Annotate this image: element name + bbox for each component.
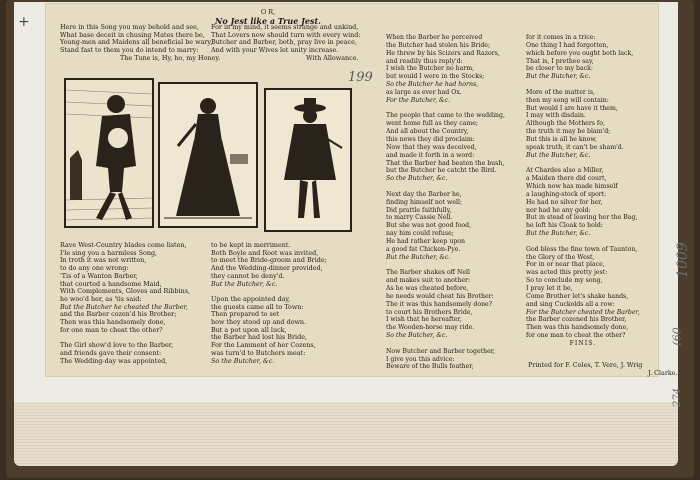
verse-line: I wish that he hereafter, — [386, 316, 462, 324]
verse-line: The it was this handsomely done? — [386, 300, 493, 308]
verse-line: was acted this pretty jest: — [526, 269, 608, 277]
verse-line: Then was this handsomely done, — [526, 324, 629, 332]
pencil-number-2: (60 — [670, 327, 684, 346]
verse-line: a laughing-stock of sport: — [526, 190, 607, 198]
verse-line: and the Barber cozen'd his Brother; — [60, 310, 177, 319]
verse-line: I'le sing you a harmless Song, — [60, 248, 158, 257]
verse-line: So the Butcher, &c. — [386, 175, 448, 183]
verse-line: FINIS. — [569, 339, 597, 347]
verse-line: In troth it was not written, — [60, 256, 147, 265]
verse-line: Although the Mothers fo, — [526, 120, 605, 128]
verse-line: As he was cheated before, — [386, 285, 469, 292]
verse-line: The Wedding-day was appointed, — [60, 356, 168, 365]
verse-line: Young-men and Maidens all beneficial be wary, — [60, 38, 213, 47]
verse-line: J. Clarke. — [648, 368, 678, 377]
verse-line — [386, 183, 505, 191]
verse-line: and readily thus reply'd: — [386, 57, 463, 65]
woodcut-musician-image — [66, 80, 152, 226]
verse-column-3 — [386, 34, 505, 371]
verse-line: Upon the appointed day, — [211, 294, 291, 303]
verse-line: then my song will contain: — [526, 96, 609, 104]
verse-line: nay him could refuse; — [386, 230, 454, 238]
verse-line — [526, 238, 640, 246]
verse-line: for it comes in a trice: — [526, 34, 596, 41]
verse-line — [526, 81, 640, 89]
verse-line: Here in this Song you may behold and see, — [60, 23, 199, 31]
pencil-number-3: 274 — [672, 387, 684, 408]
verse-column-4 — [526, 34, 640, 348]
verse-line: that courted a handsome Maid, — [60, 279, 162, 288]
verse-line: Beware of the Bulls feather, — [386, 363, 474, 371]
verse-line: the Glory of the West, — [526, 253, 595, 261]
woodcut-lady — [158, 82, 258, 228]
intro-left — [60, 24, 220, 63]
verse-line: went home full as they came; — [386, 120, 478, 128]
verse-line: But the Butcher, &c. — [526, 151, 591, 159]
woodcut-lady-image — [160, 84, 256, 226]
verse-line: When the Barber he perceived — [386, 34, 483, 41]
verse-line: I give you this advice: — [386, 355, 455, 363]
verse-line: Butcher and Barber, both, pray live in peace, — [211, 38, 357, 47]
verse-line: the guests came all to Town: — [211, 302, 304, 311]
verse-line: I pray let it be, — [526, 285, 573, 292]
verse-line: One thing I had forgotten, — [526, 41, 609, 49]
verse-line: God bless the fine town of Taunton, — [526, 245, 638, 253]
verse-line: But a pot upon all luck, — [211, 325, 287, 334]
page-edges — [14, 398, 678, 466]
verse-line: this news they did proclaim: — [386, 135, 475, 143]
verse-line: But the Butcher, &c. — [386, 253, 451, 261]
verse-line: The people that came to the wedding, — [386, 112, 505, 120]
verse-line: he left his Cloak to hold: — [526, 222, 603, 230]
verse-line: But she was not good food, — [386, 222, 472, 230]
verse-line: But in stead of leaving her the Bag, — [526, 214, 638, 222]
verse-line: Rave West-Country blades come listen, — [60, 241, 187, 249]
verse-line: as large as ever had Ox. — [386, 88, 462, 96]
corner-mark: + — [18, 14, 30, 30]
verse-line: for one man to cheat the other? — [526, 332, 626, 340]
verse-line: With Complements, Gloves and Ribbins, — [60, 287, 191, 296]
verse-line: Both Boyle and Root was invited, — [211, 248, 319, 257]
verse-line: the truth it may be blam'd; — [526, 128, 611, 136]
verse-line: Stand fast to them you do intend to marry: — [60, 46, 199, 55]
verse-line: But the Butcher, &c. — [526, 73, 591, 81]
verse-line: be closer to my back: — [526, 65, 593, 73]
subtitle-text: No Jest like a True Jest. — [215, 15, 321, 26]
verse-line: He threw by his Scizers and Razors, — [386, 49, 500, 57]
verse-line: But the Butcher he cheated the Barber, — [60, 302, 188, 311]
verse-line: the Wooden-horse may ride. — [386, 324, 475, 332]
verse-line: Did prattle faithfully, — [386, 206, 452, 214]
verse-line: Now Butcher and Barber together, — [386, 347, 496, 355]
verse-line: Now that they was deceived, — [386, 143, 477, 151]
verse-line: He had no silver for her, — [526, 198, 603, 206]
verse-line: which before you ought both lack, — [526, 49, 634, 57]
verse-line: So to conclude my song, — [526, 277, 603, 285]
verse-column-1 — [60, 242, 190, 365]
verse-line: And the Wedding-dinner provided, — [211, 264, 323, 273]
verse-line: finding himself not well; — [386, 198, 463, 206]
verse-line: a good fat Chicken-Pye. — [386, 245, 461, 253]
verse-line: but would I were in the Stocks; — [386, 73, 485, 81]
handwritten-number: 199 — [348, 70, 373, 85]
verse-line — [386, 105, 505, 113]
verse-line: and made it forth in a word: — [386, 151, 475, 159]
verse-line: the Barber had lost his Bride, — [211, 333, 308, 342]
subtitle-or: O R, — [260, 8, 276, 16]
woodcut-gentleman-image — [266, 90, 350, 230]
verse-line: he needs would cheat his Brother: — [386, 292, 494, 300]
verse-line: But would I are have it them, — [526, 104, 618, 112]
verse-line: to court his Brothers Bride, — [386, 308, 473, 316]
verse-line: Next day the Barber he, — [386, 190, 462, 198]
verse-line: But this is all he know, — [526, 135, 597, 143]
intro-right — [211, 24, 361, 63]
verse-line: and makes suit to another: — [386, 277, 471, 285]
verse-line: and friends gave their consent: — [60, 348, 162, 357]
verse-line: The Tune is, Hy, ho, my Honey. — [120, 53, 221, 62]
verse-line: So the Butcher he had horns, — [386, 81, 479, 89]
verse-column-2 — [211, 242, 327, 365]
verse-line: was turn'd to Butchers meat: — [211, 348, 306, 357]
verse-line: At Chardes also a Miller, — [526, 167, 604, 175]
verse-line — [386, 261, 505, 269]
verse-line — [386, 340, 505, 348]
verse-line: how they stood up and down. — [211, 318, 307, 327]
verse-line: That is, I prethee say, — [526, 57, 594, 65]
verse-line: 'Tis of a Wanton Barber, — [60, 271, 138, 280]
imprint — [528, 362, 678, 377]
verse-line: nor had he any gold: — [526, 206, 591, 214]
verse-line: He had rather keep upon — [386, 237, 465, 245]
verse-line: but the Butcher he catcht the Bird. — [386, 167, 497, 175]
verse-line: Printed for F. Coles, T. Vere, J. Wrig — [528, 361, 643, 369]
verse-line: they cannot be deny'd. — [211, 271, 285, 280]
verse-line: The Barber shakes off Nell — [386, 269, 471, 277]
verse-line: That Lovers now should turn with every wind: — [211, 30, 361, 39]
verse-line: to be kept in merriment. — [211, 241, 291, 249]
verse-line: The Girl show'd love to the Barber, — [60, 341, 174, 350]
verse-line: the Butcher had stolen his Bride; — [386, 41, 491, 49]
verse-line: With Allowance. — [306, 53, 359, 62]
woodcut-musician — [64, 78, 154, 228]
verse-line: What base deceit in chusing Mates there be, — [60, 30, 205, 39]
verse-line: I may with disdain. — [526, 112, 586, 120]
verse-line: For the Lamment of her Cozens, — [211, 341, 316, 350]
verse-line: For the Butcher, &c. — [386, 96, 450, 104]
verse-line: But the Butcher, &c. — [211, 279, 278, 288]
verse-line: Then prepared to set — [211, 310, 280, 319]
verse-line: That the Barber had beaten the bush, — [386, 159, 505, 167]
verse-line: Come Brother let's shake hands, — [526, 292, 629, 300]
verse-line: For in or near that place, — [526, 261, 605, 269]
verse-line: a Maiden there did court, — [526, 175, 607, 183]
verse-line: So the Butcher, &c. — [211, 356, 275, 365]
verse-line: More of the matter is, — [526, 88, 595, 96]
verse-line: he woo'd her, as 'tis said: — [60, 294, 142, 303]
verse-line: the Barber cozened his Brother, — [526, 316, 627, 324]
verse-line: speak truth, it can't be sham'd. — [526, 143, 624, 151]
verse-line: So the Butcher, &c. — [386, 332, 448, 340]
verse-line: For in my mind, it seems strange and unkind, — [211, 23, 359, 31]
verse-line — [526, 160, 640, 168]
verse-line: and sing Cuckolds all a row: — [526, 300, 615, 308]
verse-line: But the Butcher, &c. — [526, 230, 591, 238]
verse-line: to marry Cassie Nell. — [386, 214, 453, 222]
verse-line: And with your Wives let unity increase. — [211, 46, 339, 55]
verse-line: to meet the Bride-groom and Bride; — [211, 256, 327, 265]
verse-line: Then was this handsomely done, — [60, 318, 166, 327]
verse-line: And all about the Country, — [386, 128, 469, 136]
verse-line: I wish the Butcher no harm, — [386, 65, 475, 73]
verse-line: for one man to cheat the other? — [60, 325, 163, 334]
pencil-number-1: 1009 — [674, 242, 691, 278]
verse-line: to do any one wrong: — [60, 264, 129, 273]
verse-line: Which now has made himself — [526, 183, 618, 191]
verse-line: For the Butcher cheated the Barber, — [526, 308, 640, 316]
woodcut-gentleman — [264, 88, 352, 232]
